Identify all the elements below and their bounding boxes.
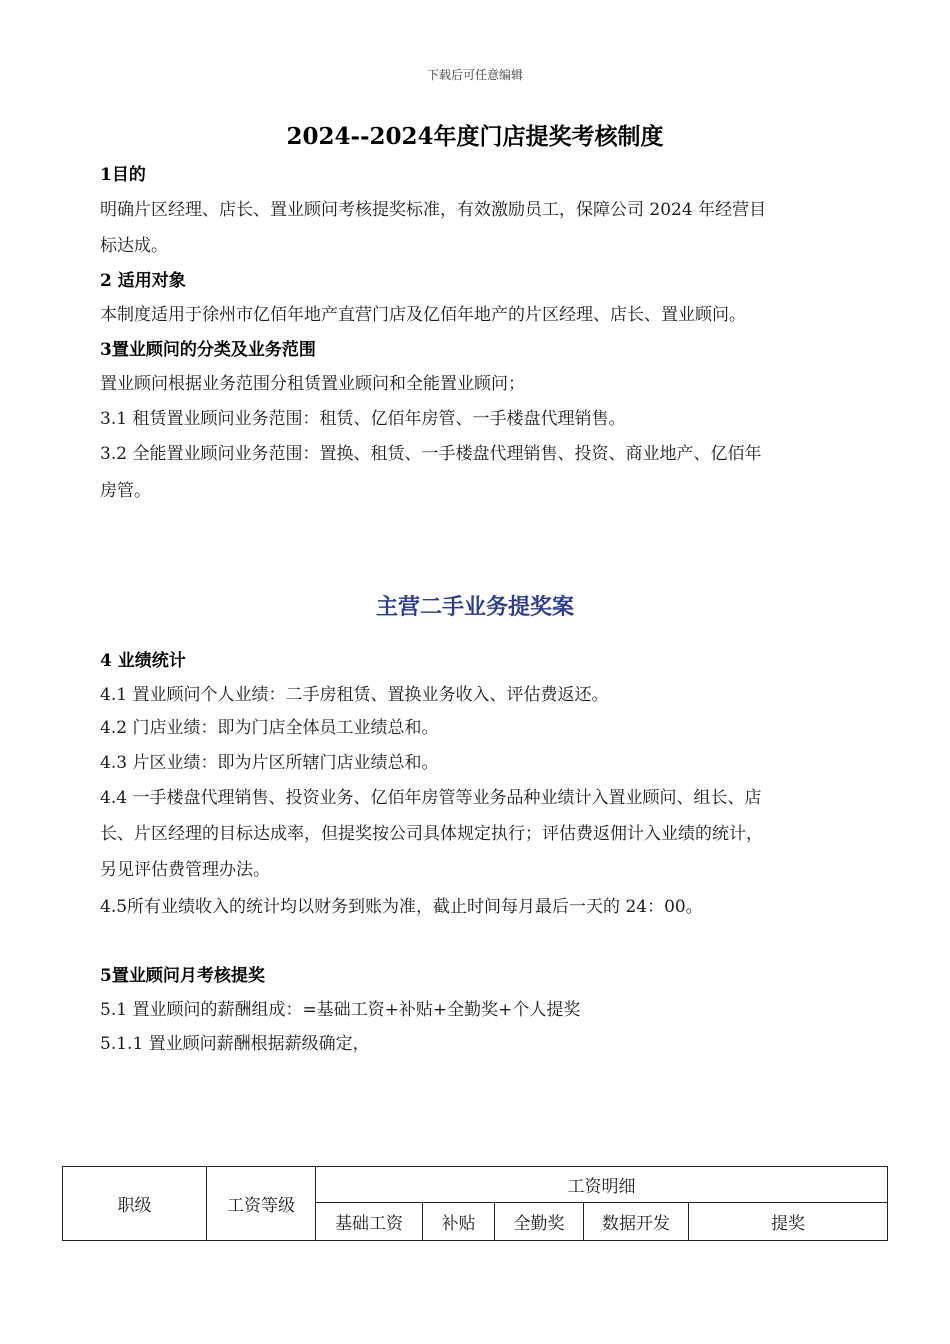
section-4-line: 4.3 片区业绩：即为片区所辖门店业绩总和。 (100, 753, 439, 773)
page-header-note: 下载后可任意编辑 (426, 68, 523, 82)
section-5-line: 5.1 置业顾问的薪酬组成：=基础工资+补贴+全勤奖+个人提奖 (100, 1000, 581, 1020)
section-1-heading: 1目的 (100, 165, 146, 185)
section-2-heading: 2 适用对象 (100, 271, 186, 291)
section-4-line: 4.4 一手楼盘代理销售、投资业务、亿佰年房管等业务品种业绩计入置业顾问、组长、店 (100, 788, 762, 808)
section-4-line: 4.2 门店业绩：即为门店全体员工业绩总和。 (100, 718, 439, 738)
section-5-line: 5.1.1 置业顾问薪酬根据薪级确定， (100, 1034, 370, 1054)
table-header-grade: 工资等级 (207, 1167, 316, 1241)
section-1-line: 标达成。 (100, 236, 168, 256)
table-subheader: 全勤奖 (495, 1203, 584, 1241)
section-3-line: 置业顾问根据业务范围分租赁置业顾问和全能置业顾问； (100, 374, 525, 394)
document-title: 2024--2024年度门店提奖考核制度 (286, 123, 664, 150)
section-3-heading: 3置业顾问的分类及业务范围 (100, 340, 316, 360)
section-1-line: 明确片区经理、店长、置业顾问考核提奖标准，有效激励员工，保障公司 2024 年经营目 (100, 200, 767, 220)
section-4-line: 另见评估费管理办法。 (100, 860, 270, 880)
section-3-line: 房管。 (100, 481, 151, 501)
section-3-line: 3.2 全能置业顾问业务范围：置换、租赁、一手楼盘代理销售、投资、商业地产、亿佰年 (100, 444, 762, 464)
table-subheader: 数据开发 (584, 1203, 689, 1241)
section-4-line: 长、片区经理的目标达成率，但提奖按公司具体规定执行；评估费返佣计入业绩的统计， (100, 824, 763, 844)
section-subtitle: 主营二手业务提奖案 (375, 595, 574, 620)
section-3-line: 3.1 租赁置业顾问业务范围：租赁、亿佰年房管、一手楼盘代理销售。 (100, 409, 626, 429)
section-5-heading: 5置业顾问月考核提奖 (100, 966, 265, 986)
section-4-line: 4.5所有业绩收入的统计均以财务到账为准，截止时间每月最后一天的 24：00。 (100, 897, 703, 917)
section-2-line: 本制度适用于徐州市亿佰年地产直营门店及亿佰年地产的片区经理、店长、置业顾问。 (100, 305, 746, 325)
table-header-detail: 工资明细 (316, 1167, 888, 1203)
table-subheader: 补贴 (423, 1203, 495, 1241)
section-4-line: 4.1 置业顾问个人业绩：二手房租赁、置换业务收入、评估费返还。 (100, 685, 609, 705)
table-subheader: 基础工资 (316, 1203, 423, 1241)
table-subheader: 提奖 (689, 1203, 888, 1241)
section-4-heading: 4 业绩统计 (100, 651, 186, 671)
salary-table (62, 1166, 888, 1241)
table-header-rank: 职级 (63, 1167, 207, 1241)
